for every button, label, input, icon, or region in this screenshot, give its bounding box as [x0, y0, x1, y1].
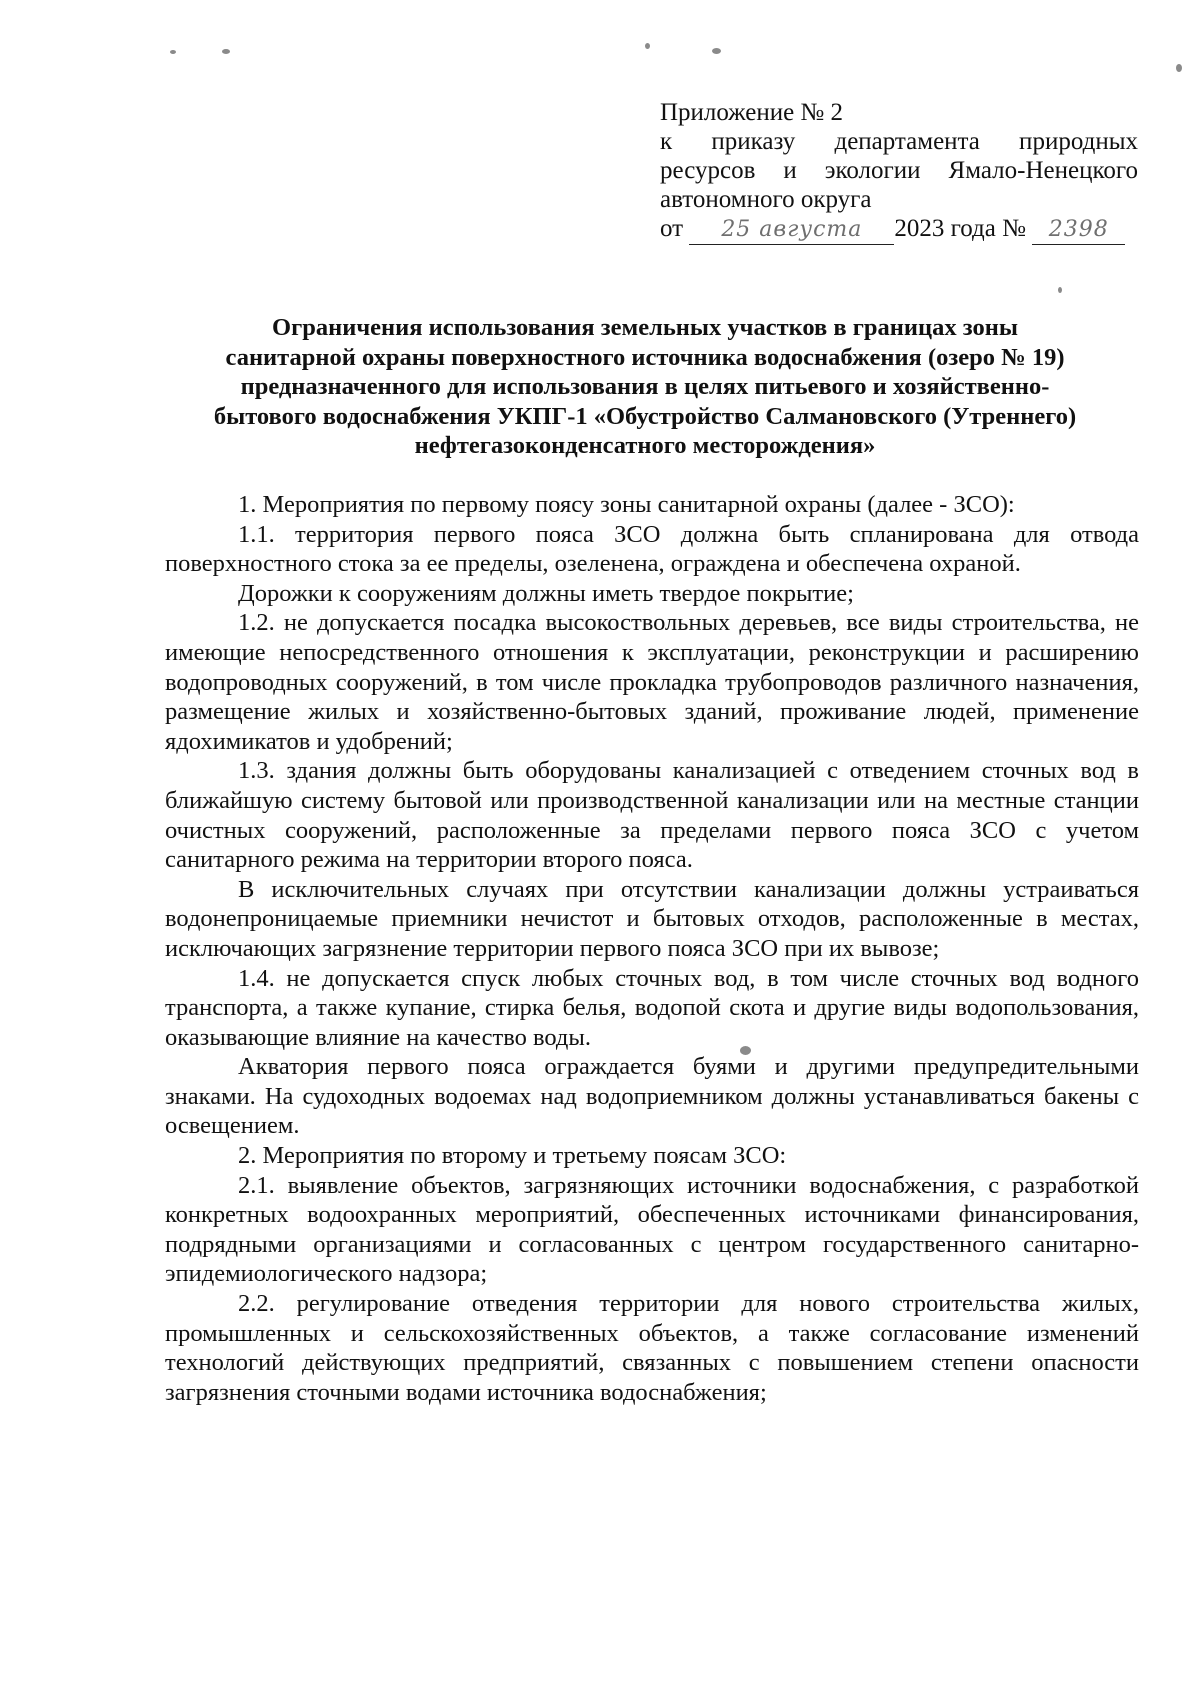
- appendix-text: к приказу департамента природных ресурсов и экологии Ямало-Ненецкого автономного округа: [660, 128, 1138, 213]
- scan-speck: [1176, 64, 1182, 72]
- title-line: Ограничения использования земельных участков в границах зоны: [272, 314, 1018, 341]
- handwritten-number: 2398: [1032, 215, 1125, 245]
- appendix-block: [660, 98, 1138, 245]
- scan-speck: [1058, 287, 1062, 293]
- title-line: бытового водоснабжения УКПГ-1 «Обустройство Салмановского (Утреннего): [213, 402, 1077, 430]
- document-title: [150, 313, 1140, 461]
- scan-speck: [222, 49, 230, 54]
- scan-speck: [712, 48, 721, 54]
- appendix-title: Приложение № 2: [660, 99, 844, 126]
- document-body: [165, 490, 1139, 1407]
- paragraph-1-3: 1.3. здания должны быть оборудованы канализацией с отведением сточных вод в ближайшую систему бытовой или производственной канализации или на местные станции очистных сооружений, расположенные за пределами первого пояса ЗСО с учетом санитарного режима на территории второго пояса.: [165, 757, 1139, 874]
- date-prefix: от: [660, 215, 684, 242]
- paragraph-exceptional: В исключительных случаях при отсутствии канализации должны устраиваться водонепроницаемые приемники нечистот и бытовых отходов, расположенные в местах, исключающих загрязнение территории первого пояса ЗСО при их вывозе;: [165, 875, 1139, 962]
- paragraph-paths: Дорожки к сооружениям должны иметь твердое покрытие;: [238, 579, 854, 607]
- year-text: 2023 года №: [894, 215, 1026, 242]
- paragraph-1-4: 1.4. не допускается спуск любых сточных вод, в том числе сточных вод водного транспорта, а также купание, стирка белья, водопой скота и другие виды водопользования, оказывающие влияние на качество воды.: [165, 964, 1139, 1051]
- title-line: предназначенного для использования в целях питьевого и хозяйственно-: [240, 373, 1050, 400]
- paragraph-2: 2. Мероприятия по второму и третьему поясам ЗСО:: [238, 1142, 787, 1170]
- scan-speck: [645, 43, 650, 49]
- title-line: санитарной охраны поверхностного источника водоснабжения (озеро № 19): [225, 343, 1065, 371]
- appendix-date-line: [660, 214, 1138, 245]
- title-line: нефтегазоконденсатного месторождения»: [414, 432, 876, 459]
- paragraph-1: 1. Мероприятия по первому поясу зоны санитарной охраны (далее - ЗСО):: [238, 491, 1015, 518]
- paragraph-1-2: 1.2. не допускается посадка высокоствольных деревьев, все виды строительства, не имеющие непосредственного отношения к эксплуатации, реконструкции и расширению водопроводных сооружений, в том числе прокладка трубопроводов различного назначения, размещение жилых и хозяйственно-бытовых зданий, проживание людей, применение ядохимикатов и удобрений;: [165, 609, 1139, 755]
- paragraph-aquatory: Акватория первого пояса ограждается буями и другими предупредительными знаками. На судоходных водоемах над водоприемником должны устанавливаться бакены с освещением.: [165, 1053, 1139, 1140]
- paragraph-1-1: 1.1. территория первого пояса ЗСО должна быть спланирована для отвода поверхностного стока за ее пределы, озеленена, ограждена и обеспечена охраной.: [165, 520, 1139, 578]
- paragraph-2-1: 2.1. выявление объектов, загрязняющих источники водоснабжения, с разработкой конкретных водоохранных мероприятий, обеспеченных источниками финансирования, подрядными организациями и согласованных с центром государственного санитарно-эпидемиологического надзора;: [165, 1171, 1139, 1288]
- scan-speck: [170, 50, 176, 54]
- handwritten-date: 25 августа: [689, 215, 894, 245]
- paragraph-2-2: 2.2. регулирование отведения территории для нового строительства жилых, промышленных и сельскохозяйственных объектов, а также согласование изменений технологий действующих предприятий, связанных с повышением степени опасности загрязнения сточными водами источника водоснабжения;: [165, 1290, 1139, 1406]
